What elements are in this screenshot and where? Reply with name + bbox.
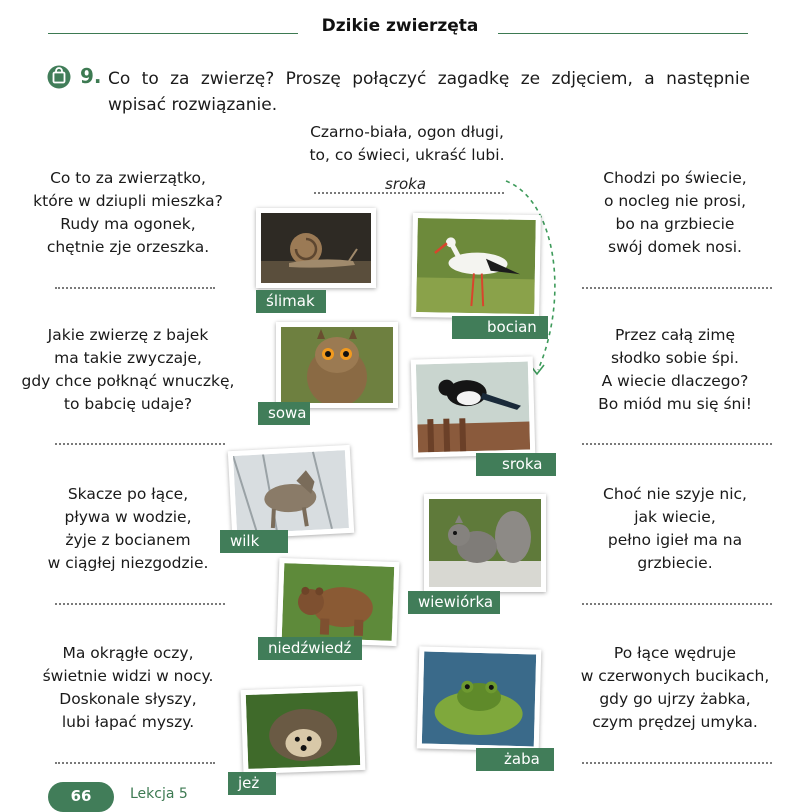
riddle-right-4 [565, 642, 785, 734]
answer-line-right-2[interactable] [582, 443, 772, 445]
example-riddle [300, 121, 514, 167]
riddle-line: lubi łapać myszy. [61, 713, 195, 731]
riddle-line: Choć nie szyje nic, [603, 485, 747, 503]
label-zaba: żaba [476, 748, 554, 771]
label-wiewiorka: wiewiórka [408, 591, 500, 614]
frog-image [422, 652, 536, 747]
riddle-line: grzbiecie. [637, 554, 713, 572]
owl-image [281, 327, 393, 403]
answer-line-left-2[interactable] [55, 443, 225, 445]
riddle-line: Czarno-biała, ogon długi, [310, 123, 504, 141]
squirrel-image [429, 499, 541, 587]
answer-line-right-1[interactable] [582, 287, 772, 289]
example-answer: sroka [385, 175, 427, 193]
riddle-line: gdy chce połknąć wnuczkę, [21, 372, 235, 390]
riddle-line: które w dziupli mieszka? [33, 192, 223, 210]
page-number: 66 [48, 782, 114, 812]
riddle-line: jak wiecie, [634, 508, 716, 526]
riddle-line: Doskonale słyszy, [59, 690, 197, 708]
header-rule-right [498, 33, 748, 34]
section-title: Dzikie zwierzęta [321, 16, 479, 36]
answer-line-left-4[interactable] [55, 762, 215, 764]
riddle-line: A wiecie dlaczego? [601, 372, 749, 390]
riddle-line: to babcię udaje? [63, 395, 193, 413]
riddle-line: Rudy ma ogonek, [60, 215, 196, 233]
riddle-line: to, co świeci, ukraść lubi. [309, 146, 505, 164]
label-slimak: ślimak [256, 290, 326, 313]
answer-line-left-1[interactable] [55, 287, 215, 289]
riddle-line: Chodzi po świecie, [603, 169, 747, 187]
snail-image [261, 213, 371, 283]
photo-bear[interactable] [277, 558, 400, 646]
riddle-left-3 [18, 483, 238, 575]
lesson-label: Lekcja 5 [130, 786, 188, 802]
header-rule-left [48, 33, 298, 34]
riddle-line: Przez całą zimę [614, 326, 736, 344]
riddle-line: bo na grzbiecie [615, 215, 735, 233]
answer-line-left-3[interactable] [55, 603, 225, 605]
answer-line-right-3[interactable] [582, 603, 772, 605]
exercise-number: 9. [80, 64, 102, 88]
photo-hedgehog[interactable] [241, 686, 366, 774]
answer-line-right-4[interactable] [582, 762, 772, 764]
riddle-line: swój domek nosi. [608, 238, 742, 256]
label-bocian: bocian [452, 316, 548, 339]
photo-magpie[interactable] [411, 356, 536, 457]
riddle-line: Bo miód mu się śni! [598, 395, 752, 413]
bear-image [282, 563, 395, 641]
label-jez: jeż [228, 772, 276, 795]
riddle-line: gdy go ujrzy żabka, [599, 690, 751, 708]
exercise-instruction: Co to za zwierzę? Proszę połączyć zagadkę ze zdjęciem, a następnie wpisać rozwiązanie. [108, 69, 750, 115]
photo-stork[interactable] [411, 213, 541, 319]
photo-squirrel[interactable] [424, 494, 546, 592]
photo-frog[interactable] [417, 646, 542, 751]
label-wilk: wilk [220, 530, 288, 553]
riddle-line: żyje z bocianem [65, 531, 191, 549]
pencil-book-icon [47, 65, 71, 89]
hedgehog-image [246, 691, 361, 769]
riddle-right-1 [575, 167, 775, 259]
riddle-line: Ma okrągłe oczy, [62, 644, 194, 662]
riddle-line: w czerwonych bucikach, [580, 667, 770, 685]
riddle-line: świetnie widzi w nocy. [42, 667, 214, 685]
riddle-line: chętnie zje orzeszka. [46, 238, 210, 256]
riddle-line: Jakie zwierzę z bajek [47, 326, 209, 344]
riddle-line: w ciągłej niezgodzie. [47, 554, 209, 572]
riddle-line: Skacze po łące, [67, 485, 189, 503]
riddle-line: pływa w wodzie, [64, 508, 192, 526]
label-sowa: sowa [258, 402, 310, 425]
riddle-line: czym prędzej umyka. [592, 713, 758, 731]
photo-owl[interactable] [276, 322, 398, 408]
riddle-left-1 [18, 167, 238, 259]
riddle-line: o nocleg nie prosi, [603, 192, 747, 210]
riddle-line: ma takie zwyczaje, [54, 349, 202, 367]
magpie-image [416, 362, 530, 453]
riddle-right-2 [575, 324, 775, 416]
riddle-line: pełno igieł ma na [607, 531, 743, 549]
riddle-line: słodko sobie śpi. [611, 349, 739, 367]
photo-wolf[interactable] [228, 445, 354, 539]
photo-snail[interactable] [256, 208, 376, 288]
label-niedzwiedz: niedźwiedź [258, 637, 362, 660]
stork-image [416, 218, 536, 314]
riddle-left-4 [18, 642, 238, 734]
riddle-line: Co to za zwierzątko, [50, 169, 206, 187]
wolf-image [233, 450, 349, 534]
riddle-left-2 [18, 324, 238, 416]
riddle-right-3 [575, 483, 775, 575]
label-sroka: sroka [476, 453, 556, 476]
riddle-line: Po łące wędruje [613, 644, 737, 662]
